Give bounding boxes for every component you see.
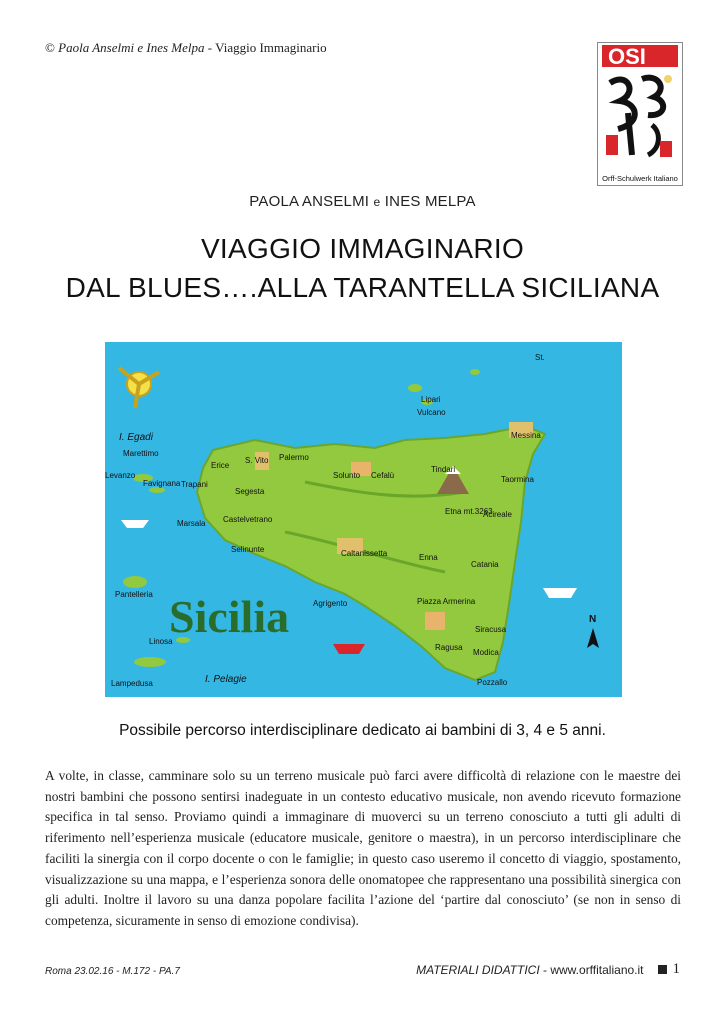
map-label: S. Vito xyxy=(245,456,269,465)
header-credit xyxy=(45,40,327,56)
svg-text:OSI: OSI xyxy=(608,44,646,69)
map-label: Catania xyxy=(471,560,499,569)
square-bullet-icon xyxy=(658,965,667,974)
osi-logo-art xyxy=(598,43,682,171)
map-label: St. xyxy=(535,353,545,362)
map-label: Lipari xyxy=(421,395,441,404)
title-line-1: VIAGGIO IMMAGINARIO xyxy=(200,233,525,264)
body-paragraph: A volte, in classe, camminare solo su un terreno musicale può farci avere difficoltà di relazione con le maestre dei nostri bambini che possono sentirsi inadeguate in un contesto educativo musicale, non avendo ricevuto formazione specifica in tal senso. Proviamo quindi a immaginare di muoverci su un terreno conosciuto a tutti gli adulti di riferimento nell’esperienza musicale (educatore musicale, genitore o maestra), in un percorso interdisciplinare che faciliti la sinergia con il corpo docente o con le famiglie; in questo caso useremo il concetto di viaggio, spostamento, visualizzazione su una mappa, e l’esperienza sonora delle onomatopee che rappresentano una possibilità sinergica con gli adulti. Inoltre il lavoro su una danza popolare facilita l’azione del ‘partire dal conosciuto’ (se non in senso di competenza, sicuramente in senso di emozione condivisa). xyxy=(45,768,681,928)
title-line-2: DAL BLUES….ALLA TARANTELLA SICILIANA xyxy=(65,272,660,303)
map-label: Enna xyxy=(419,553,438,562)
map-label: Caltanissetta xyxy=(341,549,388,558)
footer-right xyxy=(416,961,680,978)
authors-line xyxy=(0,193,725,210)
map-label: Selinunte xyxy=(231,545,265,554)
map-label: Solunto xyxy=(333,471,361,480)
map-label: Pantelleria xyxy=(115,590,153,599)
map-label: Etna mt.3263 xyxy=(445,507,493,516)
header-doc-title: Viaggio Immaginario xyxy=(215,40,327,55)
map-label: Erice xyxy=(211,461,230,470)
map-label: Favignana xyxy=(143,479,181,488)
map-label: Messina xyxy=(511,431,541,440)
map-label: Castelvetrano xyxy=(223,515,273,524)
map-label: Agrigento xyxy=(313,599,348,608)
author-second: INES MELPA xyxy=(384,193,476,210)
map-label: Segesta xyxy=(235,487,265,496)
map-label: Cefalù xyxy=(371,471,395,480)
map-label: Levanzo xyxy=(105,471,136,480)
page-number: 1 xyxy=(672,961,680,977)
map-label: Marettimo xyxy=(123,449,159,458)
sicily-map-illustration xyxy=(105,342,622,697)
logo-caption: Orff-Schulwerk Italiano xyxy=(602,174,678,183)
map-label: Lampedusa xyxy=(111,679,153,688)
map-label: Pozzallo xyxy=(477,678,508,687)
map-label: Acireale xyxy=(483,510,512,519)
map-label: Tindari xyxy=(431,465,456,474)
copyright-symbol: © xyxy=(45,40,55,55)
author-first: PAOLA ANSELMI xyxy=(249,193,370,210)
author-conjunction: e xyxy=(373,195,381,209)
map-heading: Sicilia xyxy=(169,591,290,642)
header-authors: Paola Anselmi e Ines Melpa xyxy=(58,40,205,55)
footer-date-code: Roma 23.02.16 - M.172 - PA.7 xyxy=(45,966,180,977)
map-label: I. Pelagie xyxy=(205,674,247,685)
map-label: Trapani xyxy=(181,480,208,489)
map-label: Modica xyxy=(473,648,499,657)
map-label: Siracusa xyxy=(475,625,507,634)
osi-logo xyxy=(597,42,683,186)
map-label: Marsala xyxy=(177,519,206,528)
map-label: Vulcano xyxy=(417,408,446,417)
map-label: I. Egadi xyxy=(119,432,153,443)
map-label: Ragusa xyxy=(435,643,463,652)
footer-dash: - xyxy=(539,962,551,977)
subtitle: Possibile percorso interdisciplinare dedicato ai bambini di 3, 4 e 5 anni. xyxy=(119,722,606,739)
map-label: N xyxy=(589,614,597,625)
map-label: Piazza Armerina xyxy=(417,597,476,606)
map-label: Taormina xyxy=(501,475,534,484)
sicily-map xyxy=(105,342,622,697)
footer-website-link[interactable]: www.orffitaliano.it xyxy=(550,962,644,977)
map-label: Linosa xyxy=(149,637,173,646)
map-label: Palermo xyxy=(279,453,309,462)
footer-materials: MATERIALI DIDATTICI xyxy=(416,962,540,977)
header-separator: - xyxy=(204,40,216,55)
